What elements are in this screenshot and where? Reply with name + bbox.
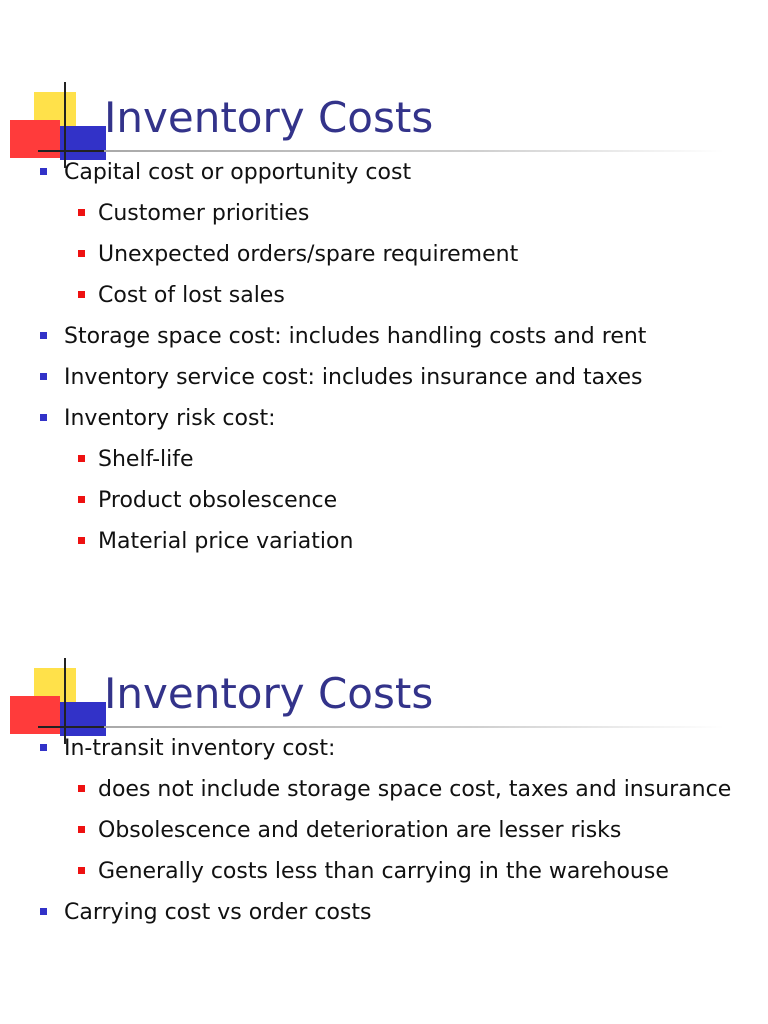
slide-1 xyxy=(0,78,768,554)
square-bullet-icon xyxy=(78,867,85,874)
logo-horizontal-line xyxy=(38,150,108,152)
square-bullet-icon xyxy=(40,373,47,380)
logo-red-square xyxy=(10,696,60,734)
slide-2 xyxy=(0,654,768,1024)
square-bullet-icon xyxy=(40,414,47,421)
bullet-text: Cost of lost sales xyxy=(98,283,285,308)
logo-blue-square xyxy=(60,126,106,160)
bullet-text: Customer priorities xyxy=(98,201,310,226)
bullet-text: Product obsolescence xyxy=(98,488,338,513)
square-bullet-icon xyxy=(78,537,85,544)
bullet-text: Carrying cost vs order costs xyxy=(64,900,372,925)
logo-red-square xyxy=(10,120,60,158)
slide-logo-squares-icon xyxy=(0,654,112,734)
square-bullet-icon xyxy=(40,332,47,339)
bullet-text: does not include storage space cost, taxes and insurance xyxy=(98,777,732,802)
bullet-text: Generally costs less than carrying in the warehouse xyxy=(98,859,669,884)
logo-blue-square xyxy=(60,702,106,736)
square-bullet-icon xyxy=(78,826,85,833)
bullet-text: Unexpected orders/spare requirement xyxy=(98,242,519,267)
square-bullet-icon xyxy=(40,744,47,751)
square-bullet-icon xyxy=(40,908,47,915)
bullet-text: Inventory service cost: includes insurance and taxes xyxy=(64,365,643,390)
title-rule xyxy=(104,150,724,152)
square-bullet-icon xyxy=(78,291,85,298)
bullet-text: Material price variation xyxy=(98,529,354,554)
square-bullet-icon xyxy=(78,209,85,216)
bullet-text: Capital cost or opportunity cost xyxy=(64,160,412,185)
square-bullet-icon xyxy=(40,168,47,175)
bullet-text: In-transit inventory cost: xyxy=(64,736,336,761)
bullet-text: Inventory risk cost: xyxy=(64,406,276,431)
bullet-text: Storage space cost: includes handling costs and rent xyxy=(64,324,647,349)
slide-title: Inventory Costs xyxy=(104,93,434,142)
square-bullet-icon xyxy=(78,785,85,792)
square-bullet-icon xyxy=(78,496,85,503)
title-rule xyxy=(104,726,724,728)
square-bullet-icon xyxy=(78,250,85,257)
bullet-text: Obsolescence and deterioration are lesser risks xyxy=(98,818,622,843)
square-bullet-icon xyxy=(78,455,85,462)
slide-title: Inventory Costs xyxy=(104,669,434,718)
logo-horizontal-line xyxy=(38,726,108,728)
slide-logo-squares-icon xyxy=(0,78,112,158)
bullet-text: Shelf-life xyxy=(98,447,194,472)
